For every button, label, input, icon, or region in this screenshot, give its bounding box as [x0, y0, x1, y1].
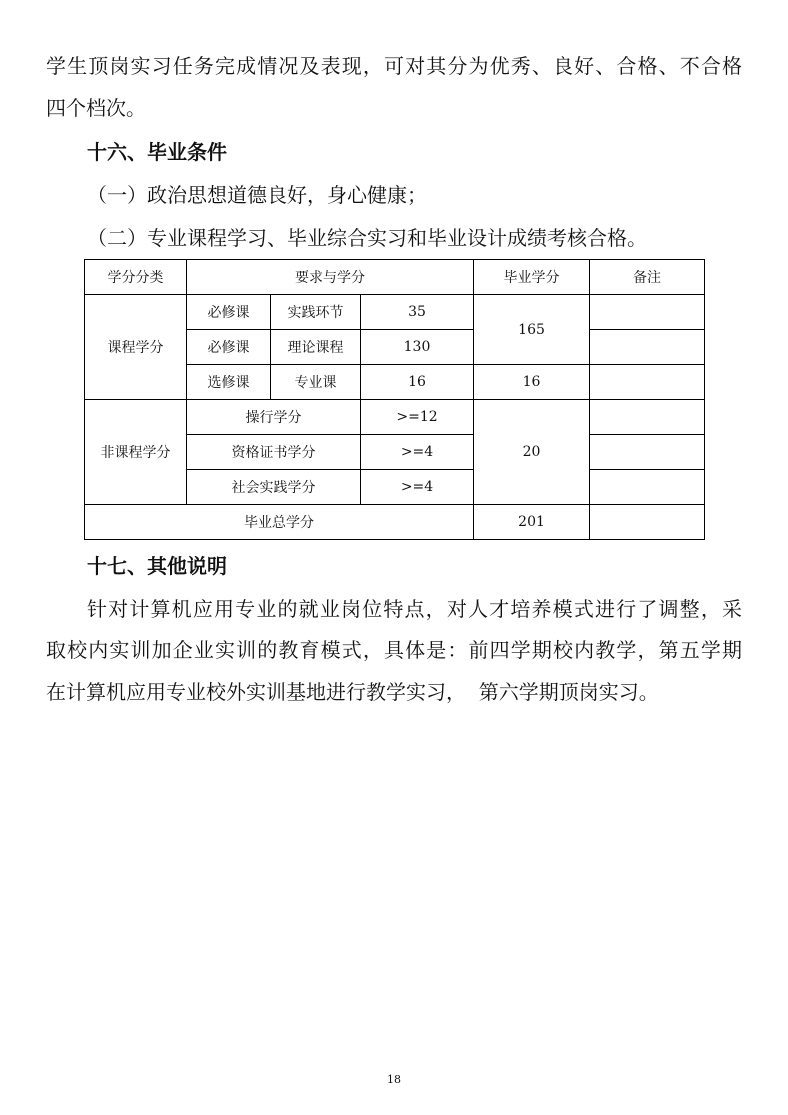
noncourse-name: 社会实践学分 — [187, 470, 361, 505]
course-credits-label: 课程学分 — [85, 295, 187, 400]
condition-item-2: （二）专业课程学习、毕业综合实习和毕业设计成绩考核合格。 — [87, 226, 647, 250]
header-grad-credits: 毕业学分 — [474, 260, 590, 295]
course-name: 实践环节 — [271, 295, 361, 330]
remark-cell — [590, 400, 705, 435]
course-credits: 130 — [361, 330, 474, 365]
noncourse-credits: >=4 — [361, 470, 474, 505]
intro-line-1: 学生顶岗实习任务完成情况及表现，可对其分为优秀、良好、合格、不合格 — [46, 54, 742, 78]
remark-cell — [590, 295, 705, 330]
table-row — [85, 400, 705, 435]
noncourse-total: 20 — [474, 400, 590, 505]
noncourse-credits: >=4 — [361, 435, 474, 470]
course-type: 必修课 — [187, 330, 271, 365]
remark-cell — [590, 470, 705, 505]
section-17-line-1: 针对计算机应用专业的就业岗位特点，对人才培养模式进行了调整，采 — [87, 597, 742, 621]
noncourse-name: 操行学分 — [187, 400, 361, 435]
course-type: 必修课 — [187, 295, 271, 330]
header-remarks: 备注 — [590, 260, 705, 295]
section-17-line-2: 取校内实训加企业实训的教育模式，具体是：前四学期校内教学，第五学期 — [46, 638, 742, 662]
section-17-line-3: 在计算机应用专业校外实训基地进行教学实习， 第六学期顶岗实习。 — [46, 680, 659, 704]
required-total: 165 — [474, 295, 590, 365]
page-number: 18 — [387, 1073, 401, 1086]
condition-item-1: （一）政治思想道德良好，身心健康； — [87, 183, 427, 207]
total-credits-label: 毕业总学分 — [85, 505, 474, 540]
header-category: 学分分类 — [85, 260, 187, 295]
course-type: 选修课 — [187, 365, 271, 400]
noncourse-credits-label: 非课程学分 — [85, 400, 187, 505]
course-credits: 16 — [361, 365, 474, 400]
remark-cell — [590, 505, 705, 540]
remark-cell — [590, 330, 705, 365]
table-total-row — [85, 505, 705, 540]
header-requirement: 要求与学分 — [187, 260, 474, 295]
course-name: 理论课程 — [271, 330, 361, 365]
section-17-heading: 十七、其他说明 — [87, 554, 227, 578]
course-name: 专业课 — [271, 365, 361, 400]
table-row — [85, 295, 705, 330]
noncourse-credits: >=12 — [361, 400, 474, 435]
course-credits: 35 — [361, 295, 474, 330]
remark-cell — [590, 365, 705, 400]
noncourse-name: 资格证书学分 — [187, 435, 361, 470]
remark-cell — [590, 435, 705, 470]
intro-line-2: 四个档次。 — [46, 96, 146, 120]
credits-table — [84, 259, 705, 540]
total-credits-value: 201 — [474, 505, 590, 540]
section-16-heading: 十六、毕业条件 — [87, 140, 227, 164]
elective-total: 16 — [474, 365, 590, 400]
table-header-row — [85, 260, 705, 295]
